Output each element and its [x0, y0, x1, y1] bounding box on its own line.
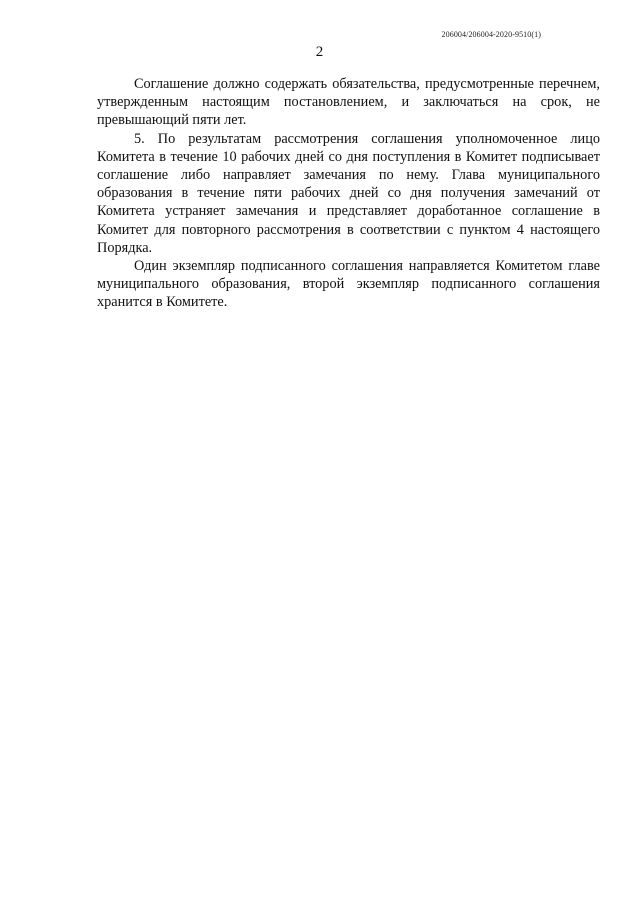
paragraph-agreement-obligations: Соглашение должно содержать обязательства, предусмотренные перечнем, утвержденным настоящим постановлением, и заключаться на срок, не превышающий пяти лет.	[97, 76, 600, 129]
page-number: 2	[315, 44, 324, 60]
paragraph-signed-copies: Один экземпляр подписанного соглашения направляется Комитетом главе муниципального образования, второй экземпляр подписанного соглашения хранится в Комитете.	[97, 258, 600, 311]
document-body	[97, 75, 600, 312]
paragraph-item-5-review: 5. По результатам рассмотрения соглашения уполномоченное лицо Комитета в течение 10 рабочих дней со дня поступления в Комитет подписывает соглашение либо направляет замечания по нему. Глава муниципального образования в течение пяти рабочих дней со дня получения замечаний от Комитета устраняет замечания и представляет доработанное соглашение в Комитет для повторного рассмотрения в соответствии с пунктом 4 настоящего Порядка.	[97, 130, 600, 256]
document-id: 206004/206004-2020-9510(1)	[441, 30, 541, 39]
